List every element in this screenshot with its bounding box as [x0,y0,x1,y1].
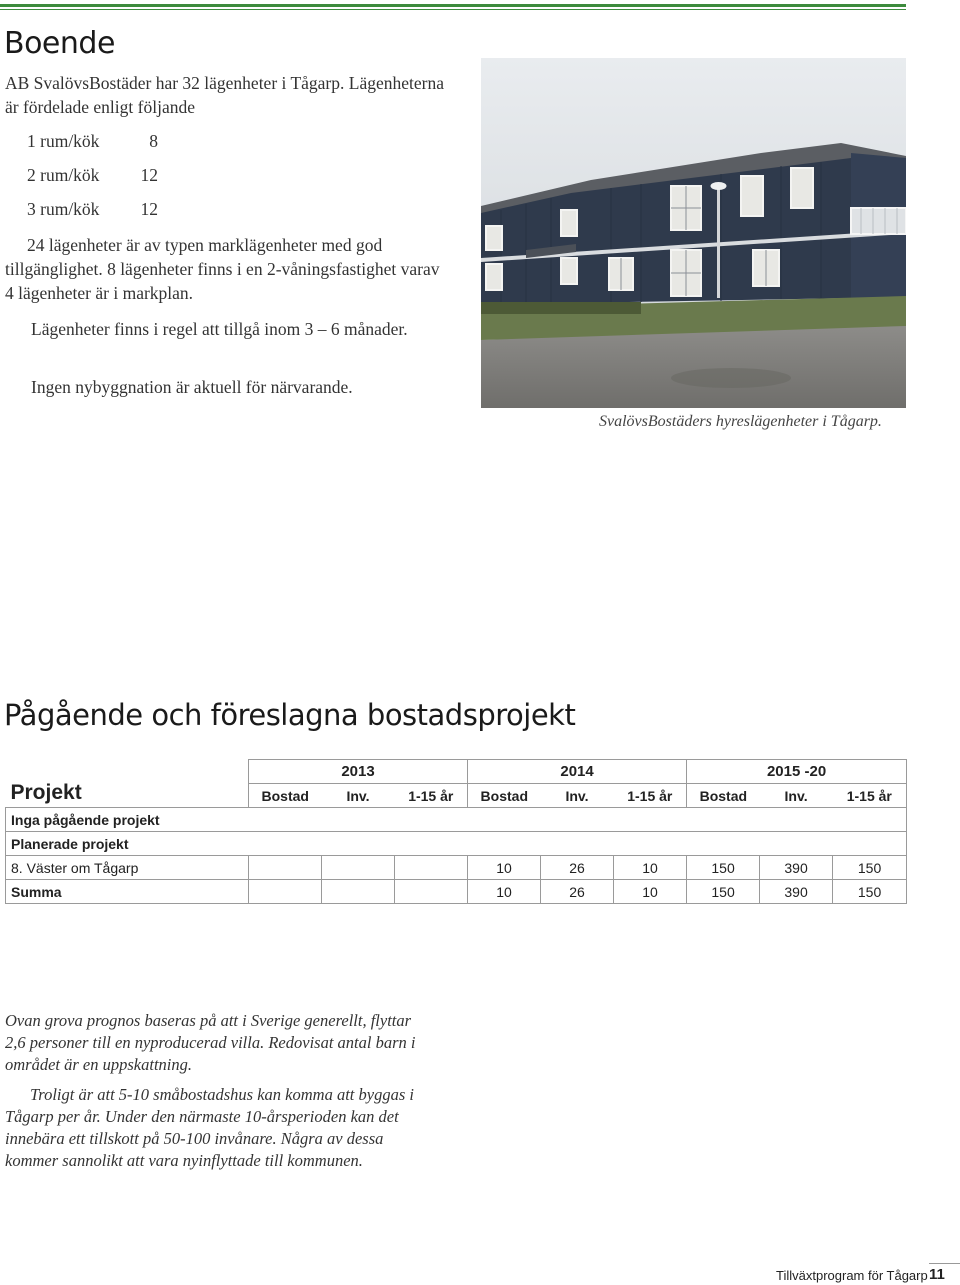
new-construction-paragraph: Ingen nybyggnation är aktuell för närvarande. [31,377,353,397]
subheader-cell: Bostad [468,784,541,808]
boende-heading: Boende [4,26,115,61]
room-type: 1 rum/kök [27,131,100,151]
year-header: 2015 -20 [687,760,907,784]
page-number: 11 [929,1266,945,1283]
table-cell: 150 [833,856,907,880]
subheader-cell: Inv. [322,784,395,808]
table-cell: 10 [614,856,687,880]
planned-projects-label: Planerade projekt [6,832,907,856]
year-header: 2014 [468,760,687,784]
table-row [6,880,907,904]
forecast-note: Ovan grova prognos baseras på att i Sverige generellt, flyttar 2,6 personer till en nyproducerad villa. Redovisat antal barn i området är en uppskattning. [5,1011,416,1074]
table-cell: 150 [687,856,760,880]
table-cell: 26 [541,880,614,904]
table-row [6,808,907,832]
table-cell: 390 [760,880,833,904]
ongoing-projects-label: Inga pågående projekt [6,808,907,832]
boende-intro: AB SvalövsBostäder har 32 lägenheter i Tågarp. Lägenheterna är fördelade enligt följande [5,73,444,117]
room-type: 3 rum/kök [27,199,100,219]
subheader-cell: Bostad [687,784,760,808]
table-cell: 150 [833,880,907,904]
top-rule-thin [0,9,906,10]
table-cell: 10 [468,880,541,904]
projects-heading: Pågående och föreslagna bostadsprojekt [4,698,576,732]
table-cell: 26 [541,856,614,880]
room-row [27,165,158,186]
room-count: 12 [140,199,158,219]
room-row [27,131,158,152]
table-cell: 150 [687,880,760,904]
room-type: 2 rum/kök [27,165,100,185]
table-cell [395,856,468,880]
subheader-cell: Inv. [541,784,614,808]
table-row [6,856,907,880]
table-cell: 390 [760,856,833,880]
subheader-cell: 1-15 år [833,784,907,808]
table-cell [249,880,322,904]
project-name: 8. Väster om Tågarp [6,856,249,880]
year-header-row [6,760,907,784]
table-cell: 10 [614,880,687,904]
apartment-building-photo [481,58,906,408]
table-cell [249,856,322,880]
footer-title: Tillväxtprogram för Tågarp [776,1268,928,1283]
table-cell [322,880,395,904]
room-count: 12 [140,165,158,185]
building-illustration [481,58,906,408]
project-column-header: Projekt [6,760,249,808]
photo-caption: SvalövsBostäders hyreslägenheter i Tågarp. [599,413,882,430]
room-row [27,199,158,220]
growth-note: Troligt är att 5-10 småbostadshus kan komma att byggas i Tågarp per år. Under den närmaste 10-årsperioden kan det innebära ett tillskott på 50-100 invånare. Några av dessa kommer sannolikt att vara nyinflyttade till kommunen. [5,1085,414,1170]
table-cell [322,856,395,880]
footer-rule [929,1263,960,1264]
subheader-cell: Inv. [760,784,833,808]
year-header: 2013 [249,760,468,784]
table-row [6,832,907,856]
availability-paragraph: Lägenheter finns i regel att tillgå inom 3 – 6 månader. [31,319,408,339]
subheader-cell: Bostad [249,784,322,808]
subheader-cell: 1-15 år [395,784,468,808]
table-cell [395,880,468,904]
top-rule [0,4,906,7]
apartment-types-paragraph: 24 lägenheter är av typen marklägenheter med god tillgänglighet. 8 lägenheter finns i en 2-våningsfastighet varav 4 lägenheter är i markplan. [5,235,440,303]
sum-label: Summa [6,880,249,904]
room-count: 8 [149,131,158,151]
subheader-cell: 1-15 år [614,784,687,808]
table-cell: 10 [468,856,541,880]
projects-table [5,759,907,904]
